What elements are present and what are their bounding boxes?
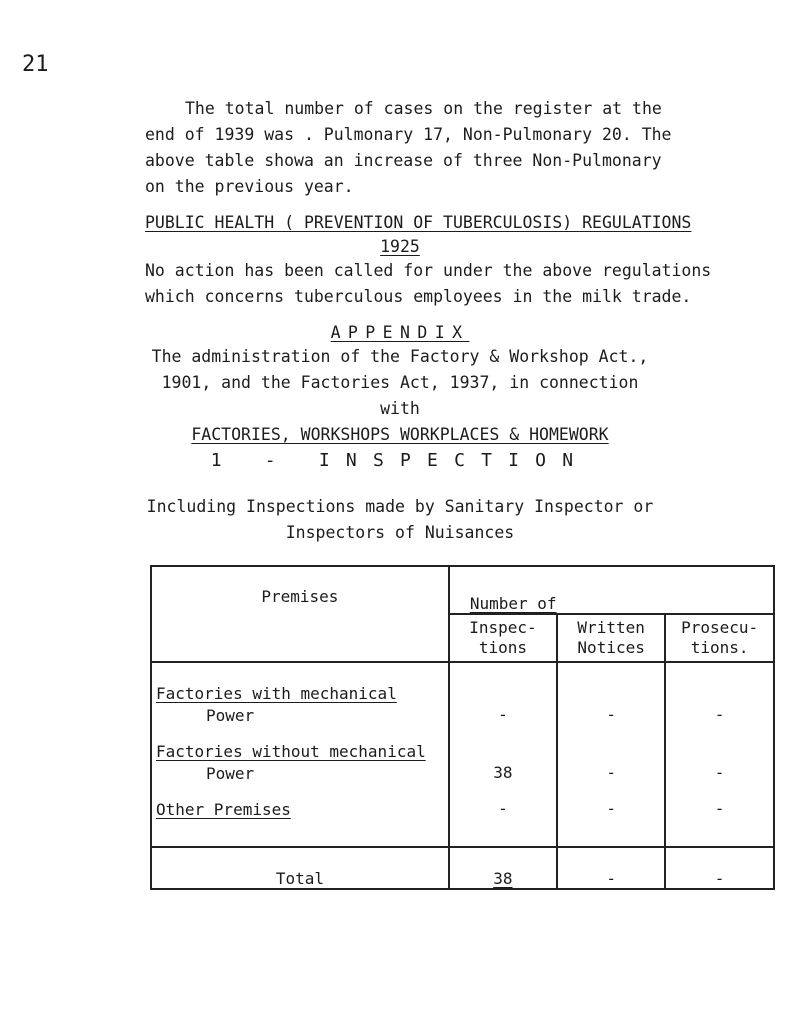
total-prosecutions: - <box>665 847 774 889</box>
cell-value: - <box>606 705 616 724</box>
intro-paragraph <box>145 96 765 200</box>
header-number-of: Number of <box>449 566 774 614</box>
regulations-year: 1925 <box>380 237 420 256</box>
inspections-column <box>449 662 557 847</box>
premises-row: Other Premises <box>156 800 291 819</box>
total-inspections: 38 <box>449 847 557 889</box>
prosecutions-column <box>665 662 774 847</box>
premises-list <box>151 662 449 847</box>
total-label: Total <box>151 847 449 889</box>
regulations-paragraph <box>145 258 765 310</box>
inspection-heading: 1 - INSPECTION <box>210 450 590 471</box>
appendix-subject: FACTORIES, WORKSHOPS WORKPLACES & HOMEWORK <box>191 425 609 444</box>
header-inspections: Inspec- tions <box>449 614 557 662</box>
header-premises: Premises <box>151 566 449 662</box>
cell-value: - <box>714 763 725 782</box>
intro-line: above table showa an increase of three Non-Pulmonary <box>145 151 662 170</box>
regulations-line: which concerns tuberculous employees in the milk trade. <box>145 287 692 306</box>
cell-value: - <box>714 705 725 724</box>
header-prosecutions: Prosecu- tions. <box>665 614 774 662</box>
appendix-line: 1901, and the Factories Act, 1937, in connection <box>161 373 639 392</box>
inspection-caption-line: Inspectors of Nuisances <box>285 523 515 542</box>
premises-row: Factories with mechanical Power <box>156 684 397 725</box>
intro-line: on the previous year. <box>145 177 354 196</box>
cell-value: - <box>498 705 508 724</box>
premises-row: Factories without mechanical Power <box>156 742 426 783</box>
written-column <box>557 662 665 847</box>
appendix-paragraph <box>60 344 740 448</box>
total-row <box>151 847 774 889</box>
cell-value: - <box>714 799 725 818</box>
cell-value: - <box>606 799 616 818</box>
intro-line: end of 1939 was . Pulmonary 17, Non-Pulmonary 20. The <box>145 125 672 144</box>
regulations-line: No action has been called for under the above regulations <box>145 261 712 280</box>
total-written: - <box>557 847 665 889</box>
inspection-table <box>150 565 775 890</box>
cell-value: - <box>606 763 616 782</box>
appendix-line: The administration of the Factory & Workshop Act., <box>151 347 649 366</box>
appendix-line: with <box>380 399 420 418</box>
inspection-caption-line: Including Inspections made by Sanitary Inspector or <box>146 497 654 516</box>
appendix-heading: APPENDIX <box>330 323 470 342</box>
page-number: 21 <box>22 52 49 77</box>
regulations-heading: PUBLIC HEALTH ( PREVENTION OF TUBERCULOSIS) REGULATIONS <box>145 213 692 232</box>
inspection-caption <box>60 494 740 546</box>
intro-line: The total number of cases on the register at the <box>185 99 662 118</box>
header-written-notices: Written Notices <box>557 614 665 662</box>
cell-value: - <box>498 799 508 818</box>
cell-value: 38 <box>493 763 513 782</box>
